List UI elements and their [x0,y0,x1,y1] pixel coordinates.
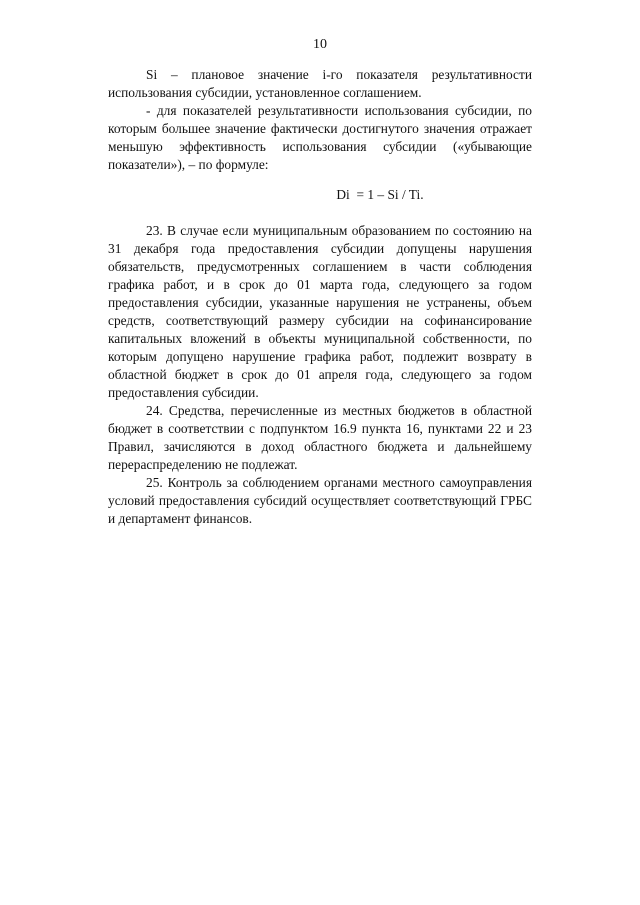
paragraph-si-definition: Si – плановое значение i-го показателя результативности использования субсидии, установленное соглашением. [108,67,532,100]
document-body [108,66,532,528]
paragraph-25: 25. Контроль за соблюдением органами местного самоуправления условий предоставления субсидий осуществляет соответствующий ГРБС и департамент финансов. [108,475,532,526]
page-number: 10 [313,37,327,52]
formula-di: Di = 1 – Si / Ti. [336,187,424,202]
paragraph-23: 23. В случае если муниципальным образованием по состоянию на 31 декабря года предоставления субсидии допущены нарушения обязательств, предусмотренных соглашением в части соблюдения графика работ, и в срок до 01 марта года, следующего за годом предоставления субсидии, указанные нарушения не устранены, объем средств, соответствующий размеру субсидии на софинансирование капитальных вложений в объекты муниципальной собственности, по которым допущено нарушение графика работ, подлежит возврату в областной бюджет в срок до 01 апреля года, следующего за годом предоставления субсидии. [108,223,532,400]
paragraph-24: 24. Средства, перечисленные из местных бюджетов в областной бюджет в соответствии с подпунктом 16.9 пункта 16, пунктами 22 и 23 Правил, зачисляются в доход областного бюджета и дальнейшему перераспределению не подлежат. [108,403,532,472]
paragraph-decreasing-indicators: - для показателей результативности использования субсидии, по которым большее значение фактически достигнутого значения отражает меньшую эффективность использования субсидии («убывающие показатели»), – по формуле: [108,103,532,172]
